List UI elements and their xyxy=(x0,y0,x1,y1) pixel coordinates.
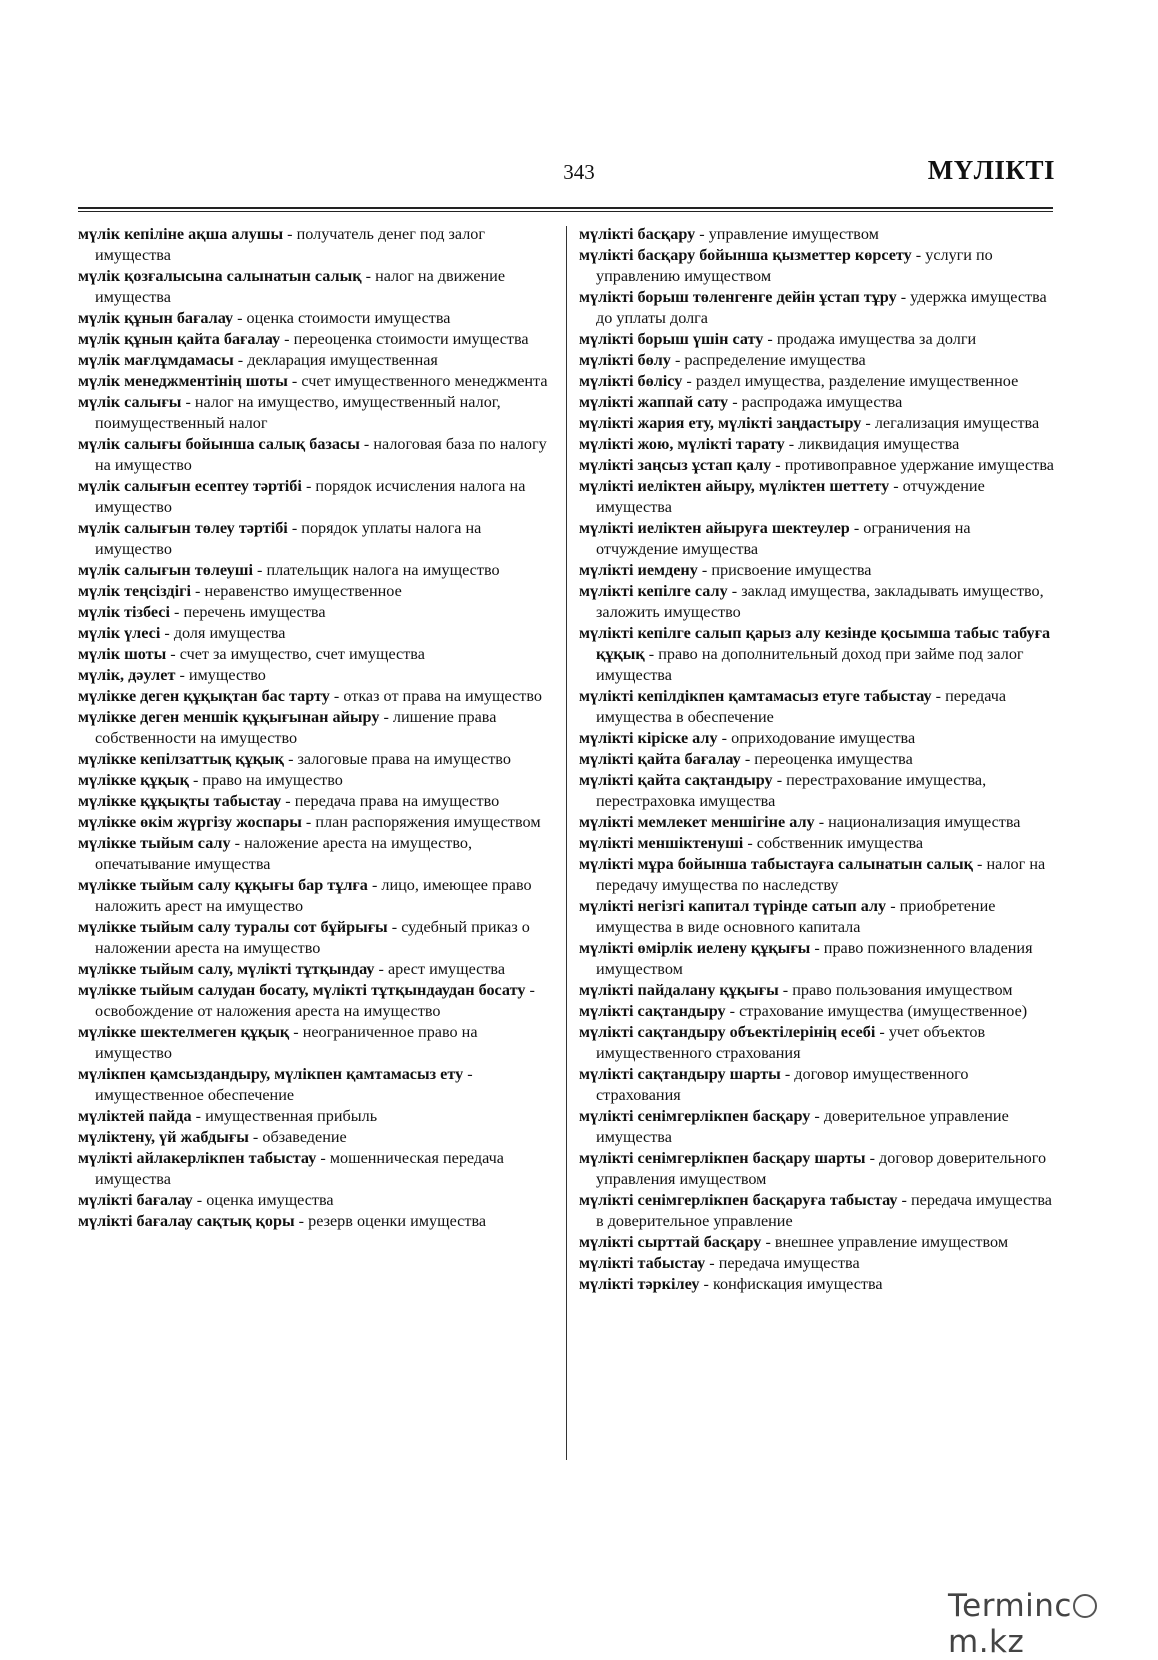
dictionary-entry: мүлік қозғалысына салынатын салық - налог на движение имущества xyxy=(78,267,506,306)
entry-definition: раздел имущества, разделение имущественное xyxy=(695,372,1019,390)
entry-definition: заклад имущества, закладывать имущество, заложить имущество xyxy=(596,582,1044,621)
dictionary-entry: мүлікті бөлісу - раздел имущества, разделение имущественное xyxy=(579,372,1019,390)
entry-term: мүлікті кепілге салып қарыз алу кезінде қосымша табыс табуға құқық xyxy=(579,624,1051,663)
dictionary-entry: мүлікті сенімгерлікпен басқару шарты - договор доверительного управления имуществом xyxy=(579,1149,1047,1188)
dictionary-entry: мүліктену, үй жабдығы - обзаведение xyxy=(78,1128,347,1146)
entry-definition: план распоряжения имуществом xyxy=(315,813,541,831)
entry-definition: передача имущества xyxy=(718,1254,860,1272)
dictionary-entry: мүлік салығын есептеу тәртібі - порядок исчисления налога на имущество xyxy=(78,477,526,516)
entry-term: мүлікті айлакерлікпен табыстау xyxy=(78,1149,317,1167)
entry-definition: услуги по управлению имуществом xyxy=(596,246,993,285)
entry-definition: передача имущества в доверительное управление xyxy=(596,1191,1052,1230)
dictionary-entry: мүлік салығын төлеуші - плательщик налога на имущество xyxy=(78,561,500,579)
dictionary-entry: мүлікке тыйым салу, мүлікті тұтқындау - арест имущества xyxy=(78,960,506,978)
dictionary-entry: мүлікке тыйым салудан босату, мүлікті тұтқындаудан босату - освобождение от наложения ареста на имущество xyxy=(78,981,535,1020)
entry-term: мүлік менеджментінің шоты xyxy=(78,372,288,390)
entry-definition: лишение права собственности на имущество xyxy=(95,708,497,747)
dictionary-entry: мүлік кепіліне ақша алушы - получатель денег под залог имущества xyxy=(78,225,486,264)
entry-definition: присвоение имущества xyxy=(711,561,872,579)
entry-term: мүлік салығы xyxy=(78,393,182,411)
entry-definition: неравенство имущественное xyxy=(204,582,402,600)
entry-definition: декларация имущественная xyxy=(247,351,438,369)
entry-term: мүлікті негізгі капитал түрінде сатып алу xyxy=(579,897,887,915)
entry-term: мүлікке тыйым салу xyxy=(78,834,231,852)
dictionary-entry: мүлік салығын төлеу тәртібі - порядок уплаты налога на имущество xyxy=(78,519,482,558)
dictionary-entry: мүлікті табыстау - передача имущества xyxy=(579,1254,860,1272)
entry-term: мүлікті тәркілеу xyxy=(579,1275,700,1293)
entry-term: мүлік құнын бағалау xyxy=(78,309,234,327)
entry-term: мүлікті мемлекет меншігіне алу xyxy=(579,813,815,831)
dictionary-entry: мүлікті жария ету, мүлікті заңдастыру - легализация имущества xyxy=(579,414,1040,432)
entry-definition: арест имущества xyxy=(387,960,506,978)
entry-term: мүлік салығын есептеу тәртібі xyxy=(78,477,302,495)
entry-term: мүлікті жою, мүлікті тарату xyxy=(579,435,785,453)
header-rule xyxy=(78,207,1053,209)
dictionary-entry: мүлікке құқық - право на имущество xyxy=(78,771,343,789)
entry-term: мүлікті жария ету, мүлікті заңдастыру xyxy=(579,414,862,432)
entry-term: мүлікке өкім жүргізу жоспары xyxy=(78,813,302,831)
entry-term: мүлік салығын төлеу тәртібі xyxy=(78,519,288,537)
entry-definition: право пользования имуществом xyxy=(792,981,1013,999)
entry-definition: управление имуществом xyxy=(708,225,879,243)
entry-term: мүлікті өмірлік иелену құқығы xyxy=(579,939,811,957)
entry-definition: приобретение имущества в виде основного капитала xyxy=(596,897,996,936)
dictionary-entry: мүлікке тыйым салу - наложение ареста на имущество, опечатывание имущества xyxy=(78,834,472,873)
entry-term: мүлікті кепілдікпен қамтамасыз етуге табыстау xyxy=(579,687,932,705)
entry-term: мүлікті қайта бағалау xyxy=(579,750,741,768)
entry-definition: передача имущества в обеспечение xyxy=(596,687,1007,726)
dictionary-entry: мүлікті өмірлік иелену құқығы - право пожизненного владения имуществом xyxy=(579,939,1033,978)
entry-definition: оценка имущества xyxy=(206,1191,334,1209)
entry-definition: страхование имущества (имущественное) xyxy=(739,1002,1028,1020)
entry-term: мүліктей пайда xyxy=(78,1107,192,1125)
entry-definition: налог на имущество, имущественный налог, поимущественный налог xyxy=(95,393,501,432)
entry-term: мүлікті меншіктенуші xyxy=(579,834,744,852)
entry-definition: резерв оценки имущества xyxy=(308,1212,487,1230)
dictionary-entry: мүлікті иеліктен айыруға шектеулер - ограничения на отчуждение имущества xyxy=(579,519,971,558)
entry-term: мүлікке деген меншік құқығынан айыру xyxy=(78,708,380,726)
entry-definition: получатель денег под залог имущества xyxy=(95,225,486,264)
dictionary-entry: мүлік құнын қайта бағалау - переоценка стоимости имущества xyxy=(78,330,529,348)
dictionary-entry: мүлік салығы - налог на имущество, имущественный налог, поимущественный налог xyxy=(78,393,501,432)
entry-definition: продажа имущества за долги xyxy=(776,330,977,348)
terminkom-logo xyxy=(948,1588,1158,1660)
entry-term: мүлікті сенімгерлікпен басқару xyxy=(579,1107,811,1125)
entry-term: мүлікті сақтандыру xyxy=(579,1002,726,1020)
entry-term: мүлікті кіріске алу xyxy=(579,729,718,747)
dictionary-entry: мүліктей пайда - имущественная прибыль xyxy=(78,1107,378,1125)
entry-term: мүлікті борыш үшін сату xyxy=(579,330,764,348)
dictionary-entry: мүлікпен қамсыздандыру, мүлікпен қамтамасыз ету - имущественное обеспечение xyxy=(78,1065,473,1104)
entry-definition: неограниченное право на имущество xyxy=(95,1023,478,1062)
dictionary-entry: мүлікті басқару бойынша қызметтер көрсету - услуги по управлению имуществом xyxy=(579,246,993,285)
entry-definition: противоправное удержание имущества xyxy=(784,456,1054,474)
dictionary-entry: мүлікті пайдалану құқығы - право пользования имуществом xyxy=(579,981,1013,999)
entry-definition: переоценка имущества xyxy=(754,750,913,768)
dictionary-entry: мүлік тізбесі - перечень имущества xyxy=(78,603,326,621)
dictionary-entry: мүлік теңсіздігі - неравенство имущественное xyxy=(78,582,402,600)
entry-term: мүлікке тыйым салу туралы сот бұйрығы xyxy=(78,918,388,936)
entry-definition: имущественное обеспечение xyxy=(95,1086,295,1104)
entry-definition: мошенническая передача имущества xyxy=(95,1149,504,1188)
entry-term: мүлікті кепілге салу xyxy=(579,582,728,600)
entry-term: мүлік үлесі xyxy=(78,624,161,642)
entry-definition: конфискация имущества xyxy=(712,1275,883,1293)
entry-definition: собственник имущества xyxy=(756,834,924,852)
dictionary-entry: мүлікті сенімгерлікпен басқару - доверительное управление имущества xyxy=(579,1107,1009,1146)
dictionary-entry: мүлікті иеліктен айыру, мүліктен шеттету - отчуждение имущества xyxy=(579,477,985,516)
dictionary-entry: мүлікті мұра бойынша табыстауға салынатын салық - налог на передачу имущества по наследству xyxy=(579,855,1046,894)
dictionary-entry: мүлік шоты - счет за имущество, счет имущества xyxy=(78,645,425,663)
header-rule-thin xyxy=(78,211,1053,212)
entry-term: мүлік теңсіздігі xyxy=(78,582,191,600)
dictionary-entry: мүлікке деген құқықтан бас тарту - отказ от права на имущество xyxy=(78,687,542,705)
left-column xyxy=(78,224,552,1232)
entry-definition: доверительное управление имущества xyxy=(596,1107,1009,1146)
entry-term: мүлікті сақтандыру объектілерінің есебі xyxy=(579,1023,876,1041)
entry-definition: порядок уплаты налога на имущество xyxy=(95,519,482,558)
entry-term: мүлікті борыш төленгенге дейін ұстап тұру xyxy=(579,288,897,306)
dictionary-entry: мүлікті жаппай сату - распродажа имущества xyxy=(579,393,903,411)
entry-definition: наложение ареста на имущество, опечатывание имущества xyxy=(95,834,472,873)
entry-definition: передача права на имущество xyxy=(294,792,500,810)
entry-definition: внешнее управление имуществом xyxy=(774,1233,1009,1251)
entry-term: мүлік, дәулет xyxy=(78,666,176,684)
entry-definition: договор имущественного страхования xyxy=(596,1065,969,1104)
dictionary-entry: мүлікті кепілге салу - заклад имущества, закладывать имущество, заложить имущество xyxy=(579,582,1044,621)
dictionary-entry: мүлікті меншіктенуші - собственник имущества xyxy=(579,834,924,852)
dictionary-entry: мүлік үлесі - доля имущества xyxy=(78,624,286,642)
entry-definition: счет имущественного менеджмента xyxy=(301,372,548,390)
dictionary-entry: мүлікті мемлекет меншігіне алу - национализация имущества xyxy=(579,813,1021,831)
entry-definition: освобождение от наложения ареста на имущество xyxy=(95,1002,441,1020)
entry-term: мүліктену, үй жабдығы xyxy=(78,1128,249,1146)
dictionary-entry: мүлікті кіріске алу - оприходование имущества xyxy=(579,729,916,747)
entry-term: мүлікті басқару xyxy=(579,225,696,243)
entry-term: мүлікті жаппай сату xyxy=(579,393,729,411)
dictionary-entry: мүлікке кепілзаттық құқық - залоговые права на имущество xyxy=(78,750,511,768)
entry-term: мүлікті иеліктен айыруға шектеулер xyxy=(579,519,850,537)
entry-term: мүлікпен қамсыздандыру, мүлікпен қамтамасыз ету xyxy=(78,1065,464,1083)
dictionary-entry: мүлікті негізгі капитал түрінде сатып алу - приобретение имущества в виде основного капитала xyxy=(579,897,996,936)
entry-term: мүлікке тыйым салудан босату, мүлікті тұтқындаудан босату xyxy=(78,981,526,999)
page-number: 343 xyxy=(563,160,595,184)
dictionary-entry: мүлікке тыйым салу туралы сот бұйрығы - судебный приказ о наложении ареста на имущество xyxy=(78,918,530,957)
dictionary-entry: мүлікті сақтандыру объектілерінің есебі - учет объектов имущественного страхования xyxy=(579,1023,986,1062)
entry-term: мүлікті пайдалану құқығы xyxy=(579,981,779,999)
dictionary-entry: мүлікке құқықты табыстау - передача права на имущество xyxy=(78,792,500,810)
dictionary-entry: мүлікті кепілдікпен қамтамасыз етуге табыстау - передача имущества в обеспечение xyxy=(579,687,1007,726)
entry-term: мүлікке тыйым салу, мүлікті тұтқындау xyxy=(78,960,375,978)
entry-term: мүлікті иеліктен айыру, мүліктен шеттету xyxy=(579,477,890,495)
dictionary-entry: мүлікке тыйым салу құқығы бар тұлға - лицо, имеющее право наложить арест на имущество xyxy=(78,876,532,915)
entry-definition: удержка имущества до уплаты долга xyxy=(596,288,1047,327)
entry-definition: налог на передачу имущества по наследству xyxy=(596,855,1046,894)
entry-definition: право на дополнительный доход при займе под залог имущества xyxy=(596,645,1024,684)
entry-term: мүлік кепіліне ақша алушы xyxy=(78,225,284,243)
logo-text-c: c xyxy=(1054,1588,1072,1624)
entry-definition: порядок исчисления налога на имущество xyxy=(95,477,526,516)
entry-definition: залоговые права на имущество xyxy=(297,750,511,768)
entry-definition: счет за имущество, счет имущества xyxy=(179,645,425,663)
entry-definition: договор доверительного управления имуществом xyxy=(596,1149,1047,1188)
running-headword: МҮЛІКТІ xyxy=(927,155,1055,185)
dictionary-entry: мүлік құнын бағалау - оценка стоимости имущества xyxy=(78,309,451,327)
entry-definition: плательщик налога на имущество xyxy=(266,561,500,579)
entry-term: мүлікке деген құқықтан бас тарту xyxy=(78,687,330,705)
entry-definition: учет объектов имущественного страхования xyxy=(596,1023,986,1062)
dictionary-entry: мүлікті сақтандыру - страхование имущества (имущественное) xyxy=(579,1002,1028,1020)
entry-term: мүлік тізбесі xyxy=(78,603,170,621)
entry-term: мүлікке тыйым салу құқығы бар тұлға xyxy=(78,876,368,894)
entry-term: мүлікті бағалау сақтық қоры xyxy=(78,1212,295,1230)
entry-definition: ограничения на отчуждение имущества xyxy=(596,519,971,558)
entry-term: мүлікті қайта сақтандыру xyxy=(579,771,773,789)
entry-term: мүлік мағлұмдамасы xyxy=(78,351,234,369)
entry-term: мүлікті иемдену xyxy=(579,561,698,579)
dictionary-entry: мүлікті сенімгерлікпен басқаруға табыстау - передача имущества в доверительное управление xyxy=(579,1191,1052,1230)
dictionary-entry: мүлікке деген меншік құқығынан айыру - лишение права собственности на имущество xyxy=(78,708,497,747)
entry-definition: перечень имущества xyxy=(183,603,326,621)
dictionary-entry: мүлікті бөлу - распределение имущества xyxy=(579,351,866,369)
dictionary-entry: мүлікті қайта бағалау - переоценка имущества xyxy=(579,750,913,768)
entry-definition: переоценка стоимости имущества xyxy=(293,330,529,348)
entry-term: мүлікті бағалау xyxy=(78,1191,193,1209)
dictionary-entry: мүлік мағлұмдамасы - декларация имущественная xyxy=(78,351,438,369)
entry-definition: право на имущество xyxy=(202,771,343,789)
entry-definition: имущественная прибыль xyxy=(205,1107,378,1125)
entry-definition: национализация имущества xyxy=(828,813,1021,831)
entry-term: мүлікке құқық xyxy=(78,771,189,789)
entry-term: мүлікке құқықты табыстау xyxy=(78,792,282,810)
entry-term: мүлікті сенімгерлікпен басқаруға табыстау xyxy=(579,1191,898,1209)
entry-term: мүлік шоты xyxy=(78,645,167,663)
dictionary-entry: мүлікті борыш төленгенге дейін ұстап тұру - удержка имущества до уплаты долга xyxy=(579,288,1047,327)
right-column xyxy=(579,224,1055,1295)
dictionary-entry: мүлікті тәркілеу - конфискация имущества xyxy=(579,1275,883,1293)
entry-term: мүлікті мұра бойынша табыстауға салынатын салық xyxy=(579,855,973,873)
entry-term: мүлікке кепілзаттық құқық xyxy=(78,750,285,768)
entry-definition: отказ от права на имущество xyxy=(343,687,542,705)
logo-ring-icon xyxy=(1073,1594,1097,1618)
dictionary-entry: мүлік менеджментінің шоты - счет имущественного менеджмента xyxy=(78,372,548,390)
entry-definition: отчуждение имущества xyxy=(596,477,985,516)
dictionary-entry: мүлікті сырттай басқару - внешнее управление имуществом xyxy=(579,1233,1009,1251)
dictionary-entry: мүлікке өкім жүргізу жоспары - план распоряжения имуществом xyxy=(78,813,541,831)
entry-term: мүлік салығы бойынша салық базасы xyxy=(78,435,360,453)
entry-term: мүлікті бөлісу xyxy=(579,372,683,390)
dictionary-entry: мүлік салығы бойынша салық базасы - налоговая база по налогу на имущество xyxy=(78,435,547,474)
entry-definition: лицо, имеющее право наложить арест на имущество xyxy=(95,876,532,915)
entry-term: мүлік қозғалысына салынатын салық xyxy=(78,267,362,285)
dictionary-entry: мүлікті қайта сақтандыру - перестрахование имущества, перестраховка имущества xyxy=(579,771,987,810)
dictionary-entry: мүлікті бағалау - оценка имущества xyxy=(78,1191,334,1209)
entry-definition: оприходование имущества xyxy=(731,729,916,747)
entry-term: мүлікті басқару бойынша қызметтер көрсету xyxy=(579,246,912,264)
dictionary-entry: мүлікті борыш үшін сату - продажа имущества за долги xyxy=(579,330,977,348)
dictionary-entry: мүлікті иемдену - присвоение имущества xyxy=(579,561,872,579)
dictionary-entry: мүлікті сақтандыру шарты - договор имущественного страхования xyxy=(579,1065,969,1104)
entry-term: мүлікті табыстау xyxy=(579,1254,706,1272)
entry-definition: ликвидация имущества xyxy=(798,435,960,453)
logo-text-start: Termin xyxy=(948,1588,1055,1624)
entry-definition: право пожизненного владения имуществом xyxy=(596,939,1033,978)
dictionary-entry: мүлікті айлакерлікпен табыстау - мошенническая передача имущества xyxy=(78,1149,504,1188)
entry-term: мүлікке шектелмеген құқық xyxy=(78,1023,290,1041)
entry-definition: судебный приказ о наложении ареста на имущество xyxy=(95,918,530,957)
entry-term: мүлікті бөлу xyxy=(579,351,671,369)
entry-definition: распродажа имущества xyxy=(741,393,903,411)
dictionary-entry: мүлікті басқару - управление имуществом xyxy=(579,225,879,243)
entry-definition: доля имущества xyxy=(173,624,286,642)
dictionary-entry: мүлікті заңсыз ұстап қалу - противоправное удержание имущества xyxy=(579,456,1054,474)
entry-term: мүлікті сақтандыру шарты xyxy=(579,1065,781,1083)
dictionary-entry: мүлікті жою, мүлікті тарату - ликвидация имущества xyxy=(579,435,960,453)
column-divider xyxy=(566,226,567,1460)
dictionary-entry: мүлік, дәулет - имущество xyxy=(78,666,266,684)
entry-term: мүлікті заңсыз ұстап қалу xyxy=(579,456,772,474)
dictionary-entry: мүлікке шектелмеген құқық - неограниченное право на имущество xyxy=(78,1023,478,1062)
entry-definition: распределение имущества xyxy=(684,351,866,369)
logo-text-end: m.kz xyxy=(948,1624,1025,1660)
entry-term: мүлік құнын қайта бағалау xyxy=(78,330,281,348)
entry-definition: налоговая база по налогу на имущество xyxy=(95,435,547,474)
dictionary-entry: мүлікті кепілге салып қарыз алу кезінде қосымша табыс табуға құқық - право на дополнительный доход при займе под залог имущества xyxy=(579,624,1051,684)
entry-definition: перестрахование имущества, перестраховка имущества xyxy=(596,771,987,810)
entry-definition: налог на движение имущества xyxy=(95,267,506,306)
dictionary-entry: мүлікті бағалау сақтық қоры - резерв оценки имущества xyxy=(78,1212,487,1230)
entry-definition: легализация имущества xyxy=(874,414,1040,432)
entry-definition: обзаведение xyxy=(262,1128,347,1146)
entry-term: мүлікті сенімгерлікпен басқару шарты xyxy=(579,1149,866,1167)
entry-term: мүлік салығын төлеуші xyxy=(78,561,253,579)
entry-definition: оценка стоимости имущества xyxy=(246,309,451,327)
entry-definition: имущество xyxy=(188,666,266,684)
entry-term: мүлікті сырттай басқару xyxy=(579,1233,762,1251)
